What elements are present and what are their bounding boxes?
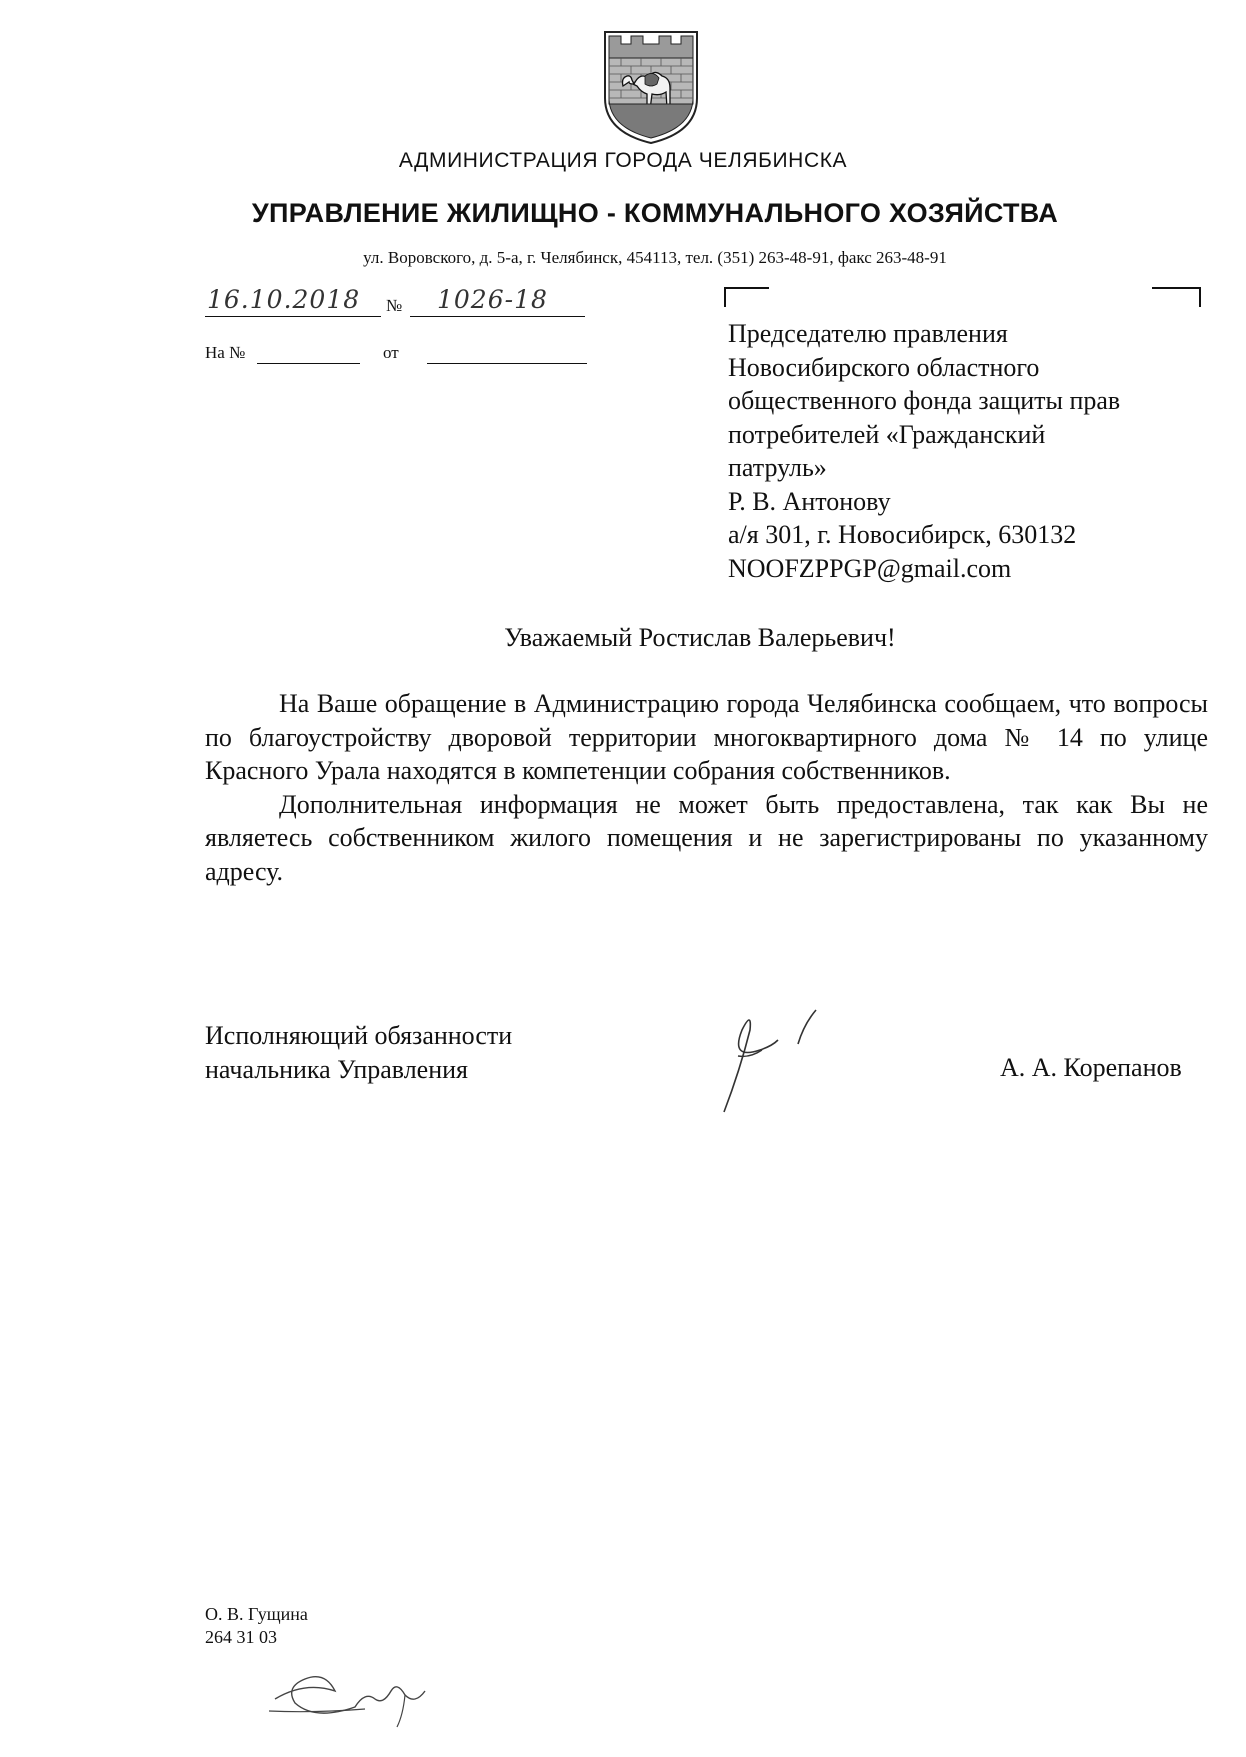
recipient-line: общественного фонда защиты прав: [728, 386, 1121, 415]
recipient-address: [728, 317, 1120, 585]
executor-block: [205, 1603, 308, 1649]
recipient-line: Р. В. Антонову: [728, 486, 891, 516]
address-corner-marks: [724, 287, 1214, 309]
registration-number-label: №: [386, 296, 403, 315]
registration-block: [205, 285, 605, 365]
signatory-position: [205, 1019, 512, 1086]
letter-body: [205, 687, 1208, 889]
department-address: ул. Воровского, д. 5-а, г. Челябинск, 454113, тел. (351) 263-48-91, факс 263-48-91: [363, 248, 947, 267]
recipient-line: патруль»: [728, 453, 827, 482]
recipient-line: потребителей «Гражданский: [728, 419, 1046, 449]
department-title: УПРАВЛЕНИЕ ЖИЛИЩНО - КОММУНАЛЬНОГО ХОЗЯЙСТВА: [251, 198, 1059, 228]
recipient-line: Председателю правления: [728, 319, 1008, 348]
executor-phone: 264 31 03: [205, 1627, 277, 1647]
salutation: Уважаемый Ростислав Валерьевич!: [504, 623, 896, 652]
city-crest-icon: [601, 28, 701, 146]
position-line: Исполняющий обязанности: [205, 1021, 513, 1050]
reference-number-line: [257, 363, 360, 364]
position-line: начальника Управления: [205, 1054, 469, 1084]
recipient-email: NOOFZPPGP@gmail.com: [728, 553, 1012, 583]
handwritten-signature: [720, 1000, 860, 1120]
body-paragraph: Дополнительная информация не может быть предоставлена, так как Вы не являетесь собственником жилого помещения и не зарегистрированы по указанному адресу.: [205, 789, 1208, 886]
executor-name: О. В. Гущина: [205, 1604, 308, 1624]
reference-number-label: На №: [205, 343, 246, 362]
recipient-line: Новосибирского областного: [728, 352, 1040, 382]
registration-date: 16.10.2018: [207, 285, 361, 314]
signatory-name: А. А. Корепанов: [1000, 1053, 1182, 1082]
administration-title: АДМИНИСТРАЦИЯ ГОРОДА ЧЕЛЯБИНСКА: [398, 149, 848, 172]
executor-signature: [265, 1651, 435, 1731]
body-paragraph: На Ваше обращение в Администрацию города Челябинска сообщаем, что вопросы по благоустройству дворовой территории многоквартирного дома № 14 по улице Красного Урала находятся в компетенции собрания собственников.: [205, 689, 1208, 786]
number-underline: [410, 316, 585, 317]
reference-from-label: от: [383, 343, 399, 362]
recipient-line: а/я 301, г. Новосибирск, 630132: [728, 520, 1077, 549]
date-underline: [205, 316, 381, 317]
reference-date-line: [427, 363, 587, 364]
registration-number: 1026-18: [437, 285, 548, 314]
